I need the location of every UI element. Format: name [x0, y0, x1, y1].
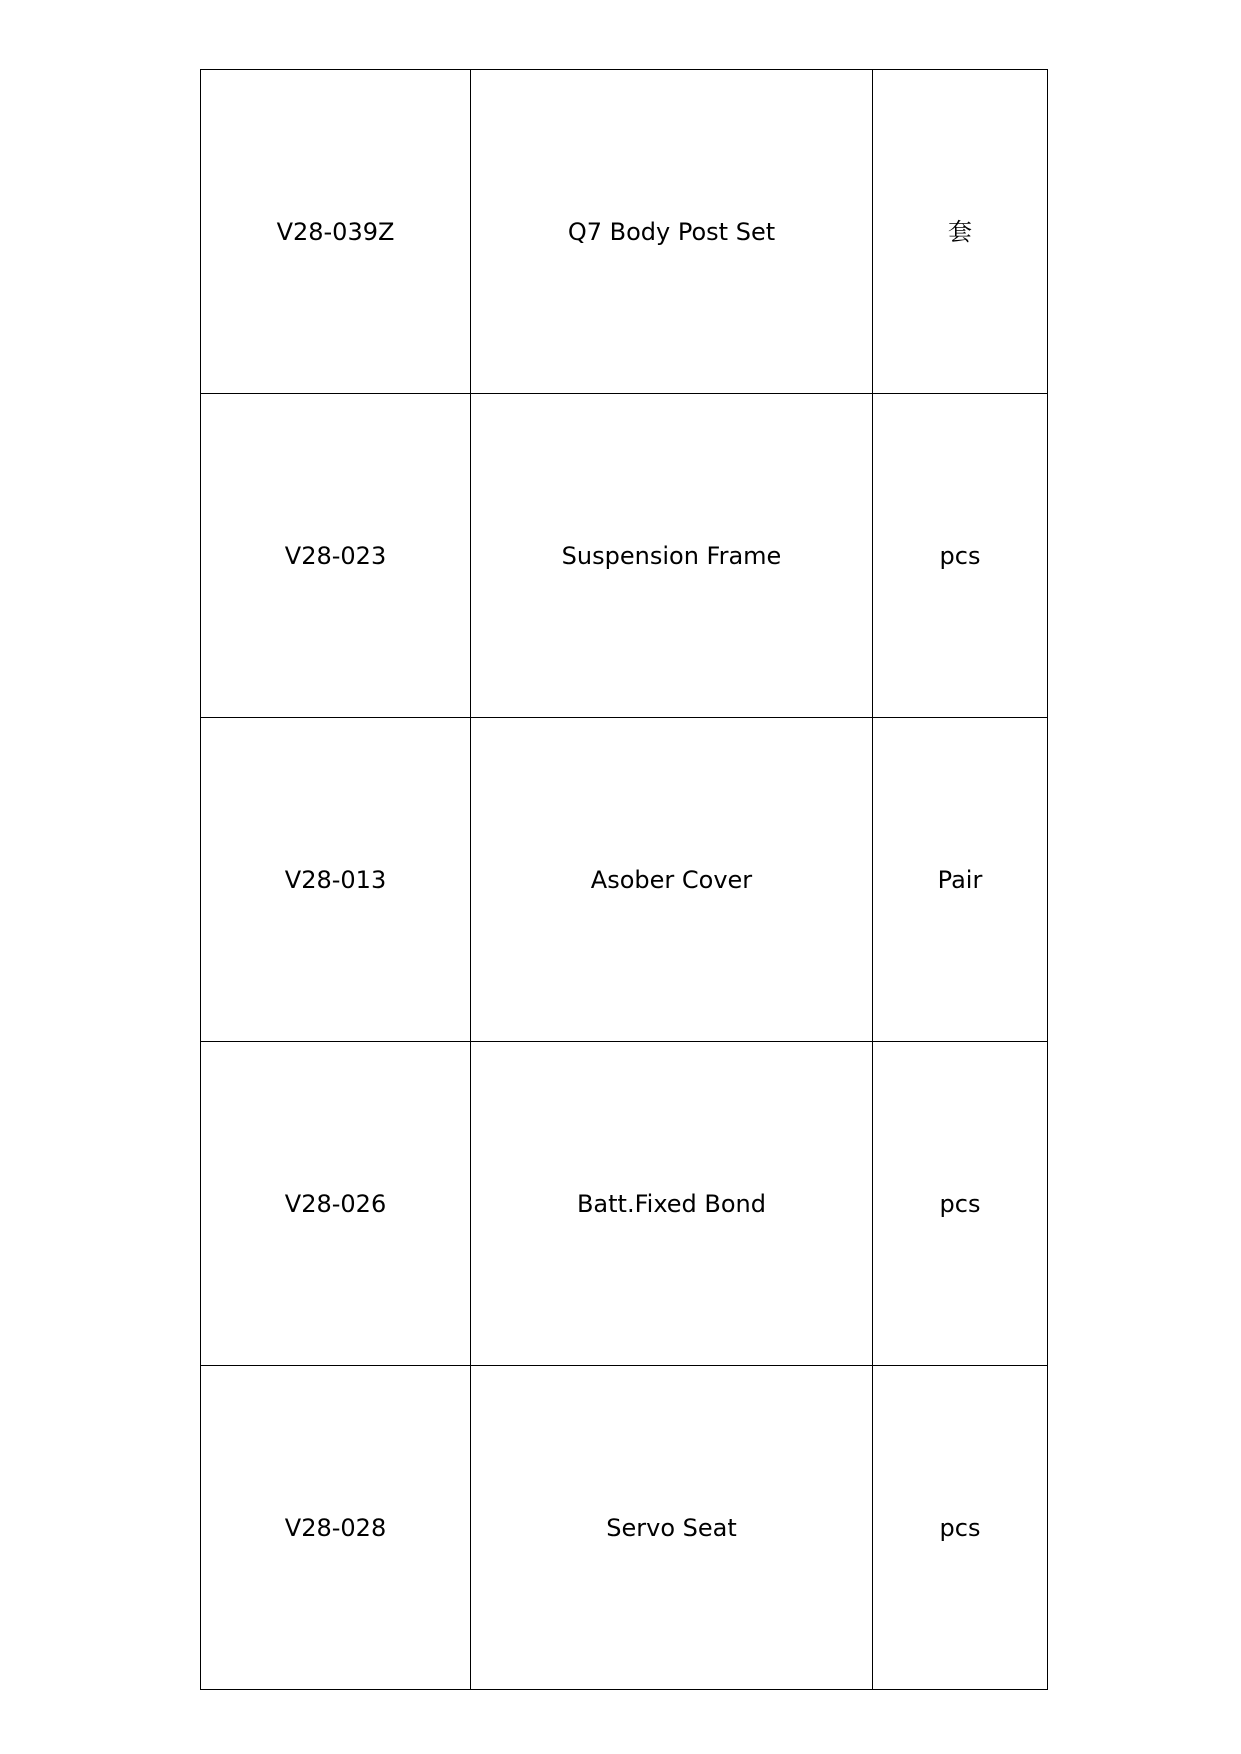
part-unit-cell: pcs [873, 1042, 1048, 1366]
part-unit-cell: pcs [873, 394, 1048, 718]
part-name-cell: Asober Cover [471, 718, 873, 1042]
part-code-cell: V28-028 [201, 1366, 471, 1690]
part-code-cell: V28-039Z [201, 70, 471, 394]
table-row [201, 394, 1048, 718]
table-row [201, 1042, 1048, 1366]
part-unit-cell: Pair [873, 718, 1048, 1042]
parts-table [200, 69, 1048, 1690]
part-name-cell: Suspension Frame [471, 394, 873, 718]
table-row [201, 1366, 1048, 1690]
part-name-cell: Batt.Fixed Bond [471, 1042, 873, 1366]
part-unit-cell: 套 [873, 70, 1048, 394]
part-name-cell: Q7 Body Post Set [471, 70, 873, 394]
part-unit-cell: pcs [873, 1366, 1048, 1690]
part-code-cell: V28-023 [201, 394, 471, 718]
table-row [201, 70, 1048, 394]
part-name-cell: Servo Seat [471, 1366, 873, 1690]
table-row [201, 718, 1048, 1042]
part-code-cell: V28-013 [201, 718, 471, 1042]
part-code-cell: V28-026 [201, 1042, 471, 1366]
